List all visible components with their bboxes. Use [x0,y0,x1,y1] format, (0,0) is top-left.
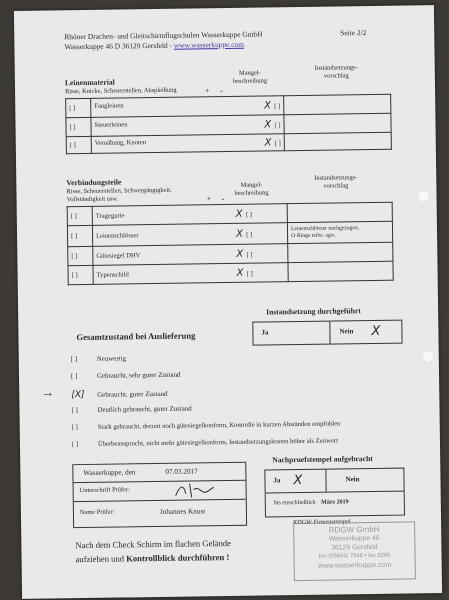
row-label: Fangleinen [94,101,124,110]
plus-mark[interactable]: X [264,118,272,130]
leinen-col-defect: Mangel- beschreibung [232,69,268,85]
gesamt-title: Gesamtzustand bei Auslieferung [76,330,196,343]
instandsetzung-title: Instandsetzung durchgeführt [266,306,361,317]
defect-cell: Leinenschlösser nachgezogen, O-Ringe teilw. agw. [287,221,392,243]
row-label-typenschild: Typenschild [93,263,234,284]
check-box[interactable]: [ ] [66,98,91,117]
sign-place: Wasserkuppe, den [83,468,136,478]
defect-cell [288,261,393,281]
nein-mark: X [371,323,381,339]
ja-mark: X [293,472,303,489]
verbindung-subtitle-2: Vollständigkeit usw. [66,195,119,204]
leinen-table [65,94,392,155]
check-box[interactable]: [ ] [68,246,93,265]
plus-mark[interactable]: X [264,136,272,148]
until-row [274,499,349,506]
footer-line-2 [76,552,230,564]
page-number: Seite 2/2 [340,28,367,38]
handwritten-signature [172,481,218,500]
option-ueberbeansprucht[interactable] [72,437,338,448]
minus-box[interactable]: [ ] [245,211,253,219]
divider [329,322,330,344]
table-row [68,261,393,285]
nachpruef-ja[interactable]: Ja [273,476,281,485]
check-box[interactable]: [ ] [67,225,92,246]
until-value: März 2019 [321,499,349,506]
option-label: Deutlich gebraucht, guter Zustand [97,405,192,414]
check-box[interactable]: [ ] [67,206,92,225]
option-box[interactable]: [ ] [71,407,78,415]
instandsetzung-ja[interactable]: Ja [261,328,269,337]
leinen-title: Leinenmaterial [64,77,115,88]
option-label: Gebraucht, guter Zustand [97,390,168,399]
minus-box[interactable]: [ ] [274,139,281,147]
punch-hole [418,191,428,201]
leinen-minus: - [219,86,223,96]
defect-cell [284,113,391,133]
minus-box[interactable]: [ ] [246,231,253,239]
row-label-leinenschloesser: Leinenschlösser [92,223,233,246]
divider [325,470,326,492]
row-label: Steuerleinen [94,120,128,129]
marks-cell [233,223,288,245]
divider [266,491,404,494]
footer-line-1: Nach dem Check Schirm im flachen Gelände [75,537,232,551]
defect-cell [284,94,391,114]
option-box[interactable]: [ ] [70,356,78,364]
verbindung-subtitle-1: Risse, Scheuerstellen, Schwergängigkeit, [66,186,172,196]
row-label-vernaehung [91,134,284,154]
punch-hole [423,351,433,361]
verbindung-plus: + [206,194,212,204]
verbindung-col-repair: Instandsetzungs- vorschlag [314,174,358,190]
document-page [14,5,442,599]
row-label-tragegurte: Tragegurte [92,204,233,225]
minus-box[interactable]: [ ] [274,121,281,129]
stamp-line-1: RDGW GmbH [328,524,380,535]
instandsetzung-nein[interactable]: Nein [339,327,354,336]
plus-mark[interactable]: X [235,208,243,220]
option-gut[interactable] [71,389,167,400]
stamp-line-5: www.wasserkuppe.com [318,561,392,570]
check-box[interactable]: [ ] [66,117,91,136]
option-box[interactable]: [ ] [71,441,79,449]
company-street: Wasserkuppe 46 D 36129 Gersfeld - [64,40,173,52]
table-row [66,132,391,154]
company-url[interactable]: www.wasserkuppe.com [173,39,245,50]
divider [74,499,246,502]
company-stamp [293,521,416,581]
nachpruef-nein[interactable]: Nein [345,475,360,484]
nachpruef-box [264,468,405,518]
leinen-subtitle: Risse, Knicke, Scheuerstellen, Abspleißung [64,86,177,96]
option-neuwertig[interactable] [71,355,126,363]
stamp-line-3: 36129 Gersfeld [331,543,378,552]
defect-cell [288,242,393,262]
minus-box[interactable]: [ ] [246,270,253,278]
stamp-caption: RDGW Firmenstempel [293,518,351,527]
row-label: Vernähung, Knoten [94,138,147,147]
nachpruef-title: Nachpruefstempel aufgebracht [272,453,373,465]
leinen-plus: + [204,86,210,96]
option-sehr-gut[interactable] [71,372,181,381]
marks-cell [233,263,288,283]
stamp-line-4: fon (06654) 7548 • fax 8266 [318,552,391,560]
option-label: Stark gebraucht, derzeit noch gütesiegelkonform, Kontrolle in kurzen Abständen empfohlen [97,420,341,431]
option-deutlich[interactable] [71,406,191,415]
option-box[interactable]: [X] [71,390,85,401]
signature-box [72,462,247,528]
name-label: Name Prüfer: [79,508,115,517]
sign-date: 07.03.2017 [165,467,198,476]
plus-mark[interactable]: X [235,228,243,240]
verbindung-minus: - [221,194,225,204]
signature-label: Unterschrift Prüfer: [79,486,130,495]
marks-cell [233,204,288,224]
check-box[interactable]: [ ] [66,136,91,153]
option-box[interactable]: [ ] [71,424,78,432]
defect-cell [284,132,391,150]
check-box[interactable]: [ ] [68,265,93,284]
option-box[interactable]: [ ] [70,373,78,381]
inspector-name: Johannes Knust [159,507,206,516]
minus-box[interactable]: [ ] [246,251,253,259]
company-name: Rhöner Drachen- und Gleitschirmflugschulen Wasserkuppe GmbH [64,29,263,42]
arrow-icon: → [41,384,55,400]
plus-mark[interactable]: X [236,248,244,260]
verbindung-title: Verbindungsteile [66,177,122,188]
company-address [64,40,244,52]
leinen-col-repair: Instandsetzungs- vorschlag [314,64,358,80]
instandsetzung-box [252,320,402,346]
option-label: Überbeansprucht, nicht mehr gütesiegelkonform, Instandsetzungskosten höher als Zeitwert [97,437,339,448]
until-label: bis einschließlich [273,499,316,507]
option-label: Neuwertig [96,355,126,363]
verbindung-col-defect: Mangel- beschreibung [234,181,269,197]
divider [74,480,246,483]
row-label-guetesiegel: Gütesiegel DHV [93,244,234,265]
defect-cell [287,202,392,222]
option-label: Gebraucht, sehr guter Zustand [96,371,181,380]
footer-bold: Kontrollblick durchführen ! [126,552,230,564]
footer-normal: aufziehen und [75,553,125,565]
verbindung-table [67,202,394,286]
plus-mark[interactable]: X [236,267,244,279]
stamp-line-2: Wasserkuppe 46 [328,534,380,543]
marks-cell [233,244,288,264]
minus-box[interactable]: [ ] [274,102,281,110]
plus-mark[interactable]: X [263,99,271,111]
option-stark[interactable] [72,420,341,431]
